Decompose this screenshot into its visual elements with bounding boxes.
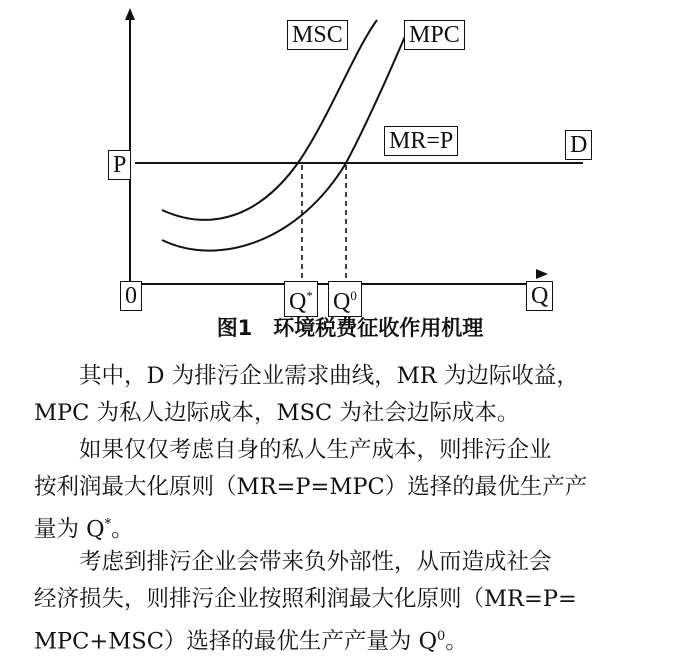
paragraph-1 bbox=[34, 358, 674, 432]
x-axis-arrow bbox=[536, 269, 548, 279]
p1-line-1: 其中，D 为排污企业需求曲线，MR 为边际收益， bbox=[79, 363, 579, 389]
mpc-curve bbox=[162, 20, 412, 251]
q0-base: Q bbox=[333, 289, 351, 315]
p-label: P bbox=[108, 150, 131, 180]
p3-line-3-post: 。 bbox=[445, 628, 468, 655]
q-axis-label: Q bbox=[526, 281, 553, 311]
p1-line-2: MPC 为私人边际成本，MSC 为社会边际成本。 bbox=[34, 400, 520, 426]
economics-diagram bbox=[0, 0, 700, 310]
p2-line-3-pre: 量为 Q bbox=[34, 516, 105, 543]
p2-line-3 bbox=[34, 506, 674, 549]
paragraph-3 bbox=[34, 544, 674, 661]
p3-line-3 bbox=[34, 618, 674, 661]
figure-caption: 图1 环境税费征收作用机理 bbox=[216, 316, 484, 340]
p2-line-3-sup: * bbox=[104, 517, 112, 532]
mr-p-label: MR=P bbox=[384, 126, 458, 156]
p2-line-3-post: 。 bbox=[111, 516, 134, 543]
p2-line-2: 按利润最大化原则（MR=P=MPC）选择的最优生产产 bbox=[34, 474, 588, 500]
p2-line-1: 如果仅仅考虑自身的私人生产成本，则排污企业 bbox=[79, 437, 552, 463]
origin-label: 0 bbox=[120, 281, 142, 311]
p3-line-3-sup: 0 bbox=[437, 629, 446, 644]
y-axis-arrow bbox=[125, 8, 135, 20]
d-label: D bbox=[565, 130, 592, 160]
mpc-label: MPC bbox=[404, 20, 465, 50]
q0-sup: 0 bbox=[350, 288, 357, 303]
p3-line-1: 考虑到排污企业会带来负外部性，从而造成社会 bbox=[79, 549, 552, 575]
paragraph-2 bbox=[34, 432, 674, 549]
q-star-base: Q bbox=[289, 289, 307, 315]
p3-line-3-pre: MPC+MSC）选择的最优生产产量为 Q bbox=[34, 628, 438, 655]
p3-line-2: 经济损失，则排污企业按照利润最大化原则（MR=P= bbox=[34, 586, 577, 612]
msc-label: MSC bbox=[287, 20, 348, 50]
q-star-sup: * bbox=[306, 288, 313, 303]
